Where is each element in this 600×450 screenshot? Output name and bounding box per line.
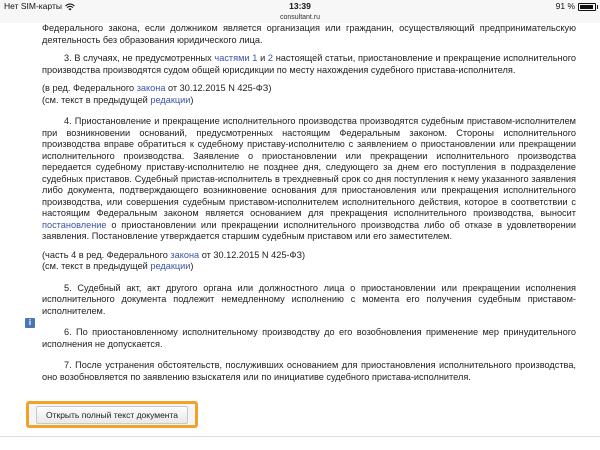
paragraph-3: [42, 53, 576, 76]
url-text: consultant.ru: [279, 14, 321, 21]
link-edition-2[interactable]: редакции: [150, 261, 191, 271]
bottom-divider: [0, 436, 600, 437]
clock: 13:39: [289, 1, 311, 11]
battery-icon: [578, 3, 596, 11]
link-law-1[interactable]: закона: [136, 83, 166, 93]
note-2-suffix: ): [190, 94, 194, 105]
battery-level: [580, 5, 593, 9]
paragraph-4: [42, 116, 576, 243]
link-law-2[interactable]: закона: [170, 249, 200, 260]
note-3-prefix: (часть 4 в ред. Федерального: [42, 249, 171, 260]
paragraph-3-conjunction: и: [257, 53, 268, 63]
paragraph-2-tail: Федерального закона, если должником является организация или гражданин, осуществляющий предпринимательскую деятельность без образования юридического лица.: [42, 23, 576, 45]
status-bar: [0, 0, 600, 13]
document-body: [42, 23, 576, 383]
note-4-prefix: (см. текст в предыдущей: [42, 261, 151, 271]
note-2-prefix: (см. текст в предыдущей: [42, 94, 151, 105]
paragraph-6: 6. По приостановленному исполнительному производству до его возобновления применение мер принудительного исполнения не допускается.: [42, 327, 576, 349]
paragraph-4-text-end: о приостановлении или прекращении исполнительного производства либо об отказе в удовлетворении заявления. Постановление утверждается старшим судебным приставом или его заместителем.: [42, 219, 576, 241]
paragraph-4-text-start: 4. Приостановление и прекращение исполнительного производства производятся судебным приставом-исполнителем при возникновении оснований, предусмотренных настоящим Федеральным законом. Стороны исполнительного производства вправе обратиться к судебному приставу-исполнителю с заявлением о приостановлении или прекращении исполнительного производства. Заявление о приостановлении или прекращении исполнительного производства передается судебному приставу-исполнителю не позднее дня, следующего за днем его поступления в подразделение судебных приставов. Судебный пристав-исполнитель в трехдневный срок со дня поступления к нему указанного заявления либо документа, подтверждающего возникновение основания для приостановления или прекращения исполнительного производства, или совершения судебным приставом-исполнителем исполнительного действия, которое в соответствии с настоящим Федеральным законом является основанием для прекращения исполнительного производства, выносит: [42, 116, 576, 218]
note-1-prefix: (в ред. Федерального: [42, 83, 137, 93]
note-1-suffix: от 30.12.2015 N 425-ФЗ): [165, 83, 272, 93]
carrier-label: Нет SIM-карты: [4, 1, 62, 11]
amendment-note-2: [42, 250, 576, 262]
battery-percent: 91 %: [555, 1, 575, 11]
open-full-text-highlight: [26, 401, 198, 428]
paragraph-7: 7. После устранения обстоятельств, послуживших основанием для приостановления исполнительного производства, оно возобновляется по заявлению взыскателя или по инициативе судебного пристава-исполнителя.: [42, 360, 576, 382]
previous-edition-note-1: [42, 95, 576, 107]
paragraph-5: 5. Судебный акт, акт другого органа или должностного лица о приостановлении или прекращении исполнения исполнительного документа подлежит немедленному исполнению с момента его получения судебным приставом-исполнителем.: [42, 282, 576, 316]
paragraph-3-text-end: настоящей статьи, приостановление и прекращение исполнительного производства производятся судом общей юрисдикции по месту нахождения судебного пристава-исполнителя.: [42, 53, 576, 75]
note-3-suffix: от 30.12.2015 N 425-ФЗ): [199, 249, 306, 260]
info-icon[interactable]: i: [25, 318, 35, 328]
link-parts[interactable]: частями: [214, 53, 250, 63]
address-bar[interactable]: [0, 13, 600, 23]
link-part-2[interactable]: 2: [267, 53, 274, 63]
link-resolution[interactable]: постановление: [42, 219, 107, 230]
note-4-suffix: ): [190, 261, 194, 271]
link-part-1[interactable]: 1: [252, 53, 258, 63]
open-full-text-button[interactable]: Открыть полный текст документа: [36, 406, 188, 424]
amendment-note-1: [42, 83, 576, 95]
battery-status: [556, 0, 596, 13]
previous-edition-note-2: [42, 261, 576, 273]
paragraph-3-text-start: 3. В случаях, не предусмотренных: [64, 53, 215, 63]
link-edition-1[interactable]: редакции: [150, 94, 191, 105]
